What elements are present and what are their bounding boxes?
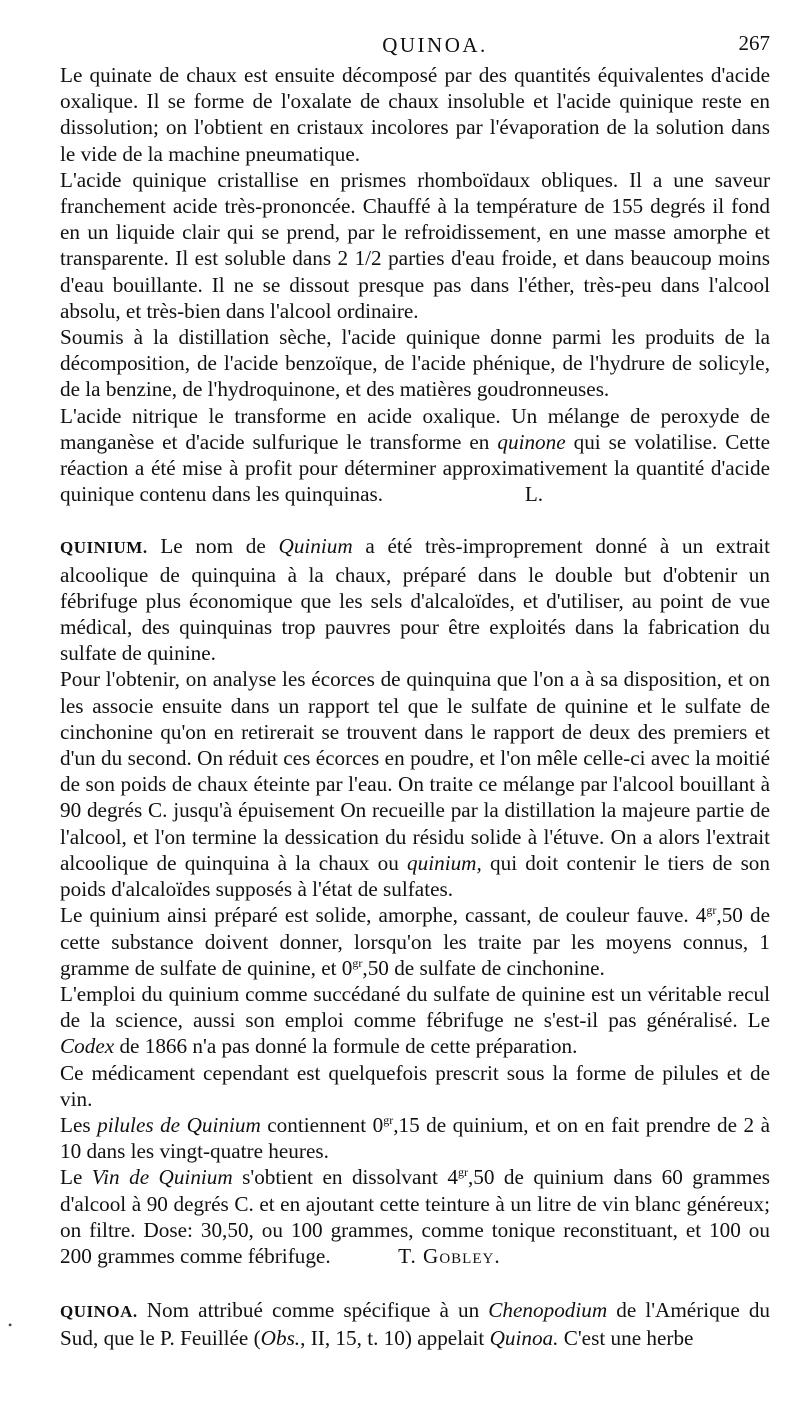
page-number: 267: [738, 31, 770, 55]
text-run: de 1866 n'a pas donné la formule de cette préparation.: [114, 1034, 578, 1059]
text-run: Pour l'obtenir, on analyse les écorces de quinquina que l'on a à sa disposition, et on les associe ensuite dans un rapport tel que le sulfate de quinine et le sulfate de cinchonine qu'on en retirerait se trouvent dans le rapport de deux des premiers et d'un du second. On réduit ces écorces en poudre, et l'on mêle celle-ci avec la moitié de son poids de chaux éteinte par l'eau. On traite ce mélange par l'alcool bouillant à 90 degrés C. jusqu'à épuisement On recueille par la distillation la majeure partie de l'alcool, et l'on termine la dessication du résidu solide à l'étuve. On a alors l'extrait alcoolique de quinquina à la chaux ou: [60, 667, 770, 875]
unit-superscript: gr: [706, 903, 717, 918]
paragraph: [60, 1164, 770, 1269]
signature: L.: [524, 482, 544, 507]
paragraph: [60, 902, 770, 981]
entry-spacer: [60, 507, 770, 533]
text-run: ,50 de cette substance doivent donner, lorsqu'on les traite par les moyens connus, 1 gramme de sulfate de quinine, et 0: [60, 903, 770, 980]
italic-term: Vin de Quinium: [91, 1165, 233, 1190]
italic-term: quinone: [497, 429, 566, 454]
italic-term: pilules de Quinium: [97, 1112, 261, 1137]
italic-term: Obs.: [260, 1326, 301, 1351]
entry-quinium: [60, 533, 770, 1269]
text-run: ,50 de quinium dans 60 grammes d'alcool à 90 degrés C. et en ajoutant cette teinture à un litre de vin blanc généreux; on filtre. Dose: 30,50, ou 100 grammes, comme tonique reconstituant, et 100 ou 200 grammes comme fébrifuge.: [60, 1165, 770, 1268]
text-run: contiennent 0: [260, 1112, 384, 1137]
text-run: qui doit contenir le tiers de son poids d'alcaloïdes supposés à l'état de sulfates.: [60, 850, 770, 902]
paragraph: [60, 981, 770, 1060]
running-title: QUINOA.: [382, 33, 488, 57]
margin-mark: •: [8, 1318, 13, 1332]
italic-term: quinium,: [407, 850, 482, 875]
paragraph: [60, 533, 770, 666]
text-run: ,50 de sulfate de cinchonine.: [362, 955, 605, 980]
text-run: L'emploi du quinium comme succédané du sulfate de quinine est un véritable recul de la science, aussi son emploi comme fébrifuge ne s'est-il pas généralisé. Le: [60, 981, 770, 1033]
entry-spacer: [60, 1269, 770, 1297]
document-page: [60, 30, 770, 1352]
text-run: Le: [60, 1165, 92, 1190]
text-run: a été très-improprement donné à un extrait alcoolique de quinquina à la chaux, préparé dans le double but d'obtenir un fébrifuge plus économique que les sels d'alcaloïdes, et d'utiliser, au point de vue médical, des quinquinas trop pauvres pour être exploités dans la fabrication du sulfate de quinine.: [60, 534, 771, 666]
italic-term: Chenopodium: [488, 1298, 608, 1323]
paragraph: [60, 1112, 770, 1164]
text-run: L'acide nitrique le transforme en acide oxalique. Un mélange de peroxyde de manganèse et d'acide sulfurique le transforme en: [60, 403, 770, 454]
italic-term: Codex: [60, 1034, 115, 1059]
entry-acide-quinique: [60, 62, 770, 507]
paragraph: L'acide quinique cristallise en prismes rhomboïdaux obliques. Il a une saveur franchement acide très-prononcée. Chauffé à la température de 155 degrés il fond en un liquide clair qui se prend, par le refroidissement, en une masse amorphe et transparente. Il est soluble dans 2 1/2 parties d'eau froide, et dans beaucoup moins d'eau bouillante. Il ne se dissout presque pas dans l'éther, très-peu dans l'alcool absolu, et très-bien dans l'alcool ordinaire.: [60, 167, 770, 323]
italic-term: Quinoa.: [489, 1326, 559, 1351]
paragraph: [60, 666, 770, 902]
text-run: Les: [60, 1112, 98, 1137]
text-run: s'obtient en dissolvant 4: [232, 1165, 458, 1190]
headword: QUINIUM.: [60, 538, 148, 558]
text-run: Nom attribué comme spécifique à un: [137, 1298, 489, 1323]
paragraph: [60, 1297, 770, 1351]
text-run: C'est une herbe: [558, 1326, 694, 1351]
unit-superscript: gr: [383, 1112, 394, 1127]
page-header: [60, 30, 770, 62]
text-run: , II, 15, t. 10) appelait: [300, 1326, 490, 1351]
paragraph: Ce médicament cependant est quelquefois prescrit sous la forme de pilules et de vin.: [60, 1060, 770, 1111]
entry-quinoa: [60, 1297, 770, 1351]
text-run: Le quinium ainsi préparé est solide, amorphe, cassant, de couleur fauve. 4: [60, 903, 707, 928]
paragraph: Le quinate de chaux est ensuite décomposé par des quantités équivalentes d'acide oxalique. Il se forme de l'oxalate de chaux insoluble et l'acide quinique reste en dissolution; on l'obtient en cristaux incolores par l'évaporation de la solution dans le vide de la machine pneumatique.: [60, 63, 770, 166]
text-run: qui se volatilise. Cette réaction a été mise à profit pour déterminer approximativement la quantité d'acide quinique contenu dans les quinquinas.: [60, 429, 770, 507]
unit-superscript: gr: [352, 955, 363, 970]
paragraph: [60, 403, 770, 508]
paragraph: Soumis à la distillation sèche, l'acide quinique donne parmi les produits de la décomposition, de l'acide benzoïque, de l'acide phénique, de l'hydrure de solicyle, de la benzine, de l'hydroquinone, et des matières goudronneuses.: [60, 325, 770, 402]
headword: QUINOA.: [60, 1302, 138, 1322]
signature: T. Gobley.: [398, 1243, 501, 1268]
text-run: Le nom de: [147, 534, 279, 559]
text-run: ,15 de quinium, et on en fait prendre de 2 à 10 dans les vingt-quatre heures.: [60, 1112, 770, 1164]
italic-term: Quinium: [278, 534, 353, 559]
text-run: de l'Amérique du Sud, que le P. Feuillée (: [60, 1298, 771, 1351]
unit-superscript: gr: [457, 1165, 468, 1180]
